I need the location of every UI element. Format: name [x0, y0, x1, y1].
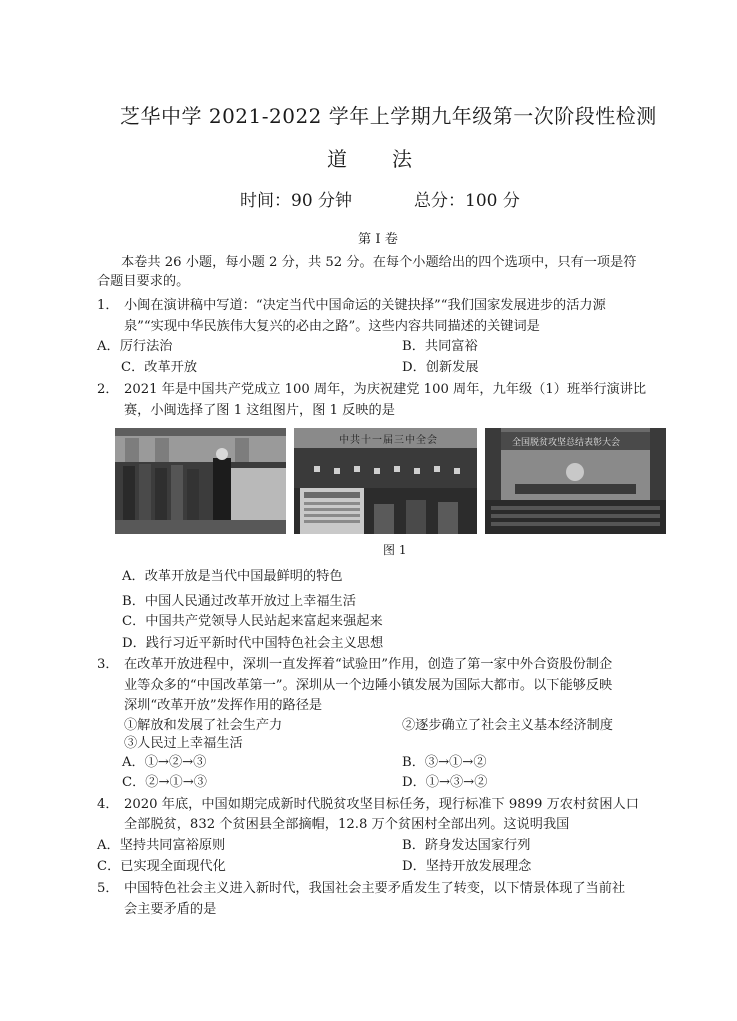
- q3-option-c: C．②→①→③: [122, 775, 207, 790]
- q3-option-d: D．①→③→②: [402, 775, 488, 790]
- figure-photo-third-plenary-session: [294, 428, 477, 534]
- q3-stem-line2: 业等众多的“中国改革第一”。深圳从一个边陲小镇发展为国际大都市。以下能够反映: [124, 678, 613, 693]
- q1-option-b: B．共同富裕: [402, 339, 478, 354]
- section-intro-line2: 合题目要求的。: [97, 274, 190, 289]
- q4-option-b: B．跻身发达国家行列: [402, 838, 531, 853]
- figure-caption: 图 1: [383, 543, 407, 557]
- q1-stem-line1: 小闽在演讲稿中写道：“决定当代中国命运的关键抉择”“我们国家发展进步的活力源: [124, 298, 606, 313]
- figure-photo-founding-ceremony: [115, 428, 286, 534]
- q3-stem-line1: 在改革开放进程中，深圳一直发挥着“试验田”作用，创造了第一家中外合资股份制企: [124, 657, 613, 672]
- q3-item-3: ③人民过上幸福生活: [124, 736, 243, 751]
- q2-option-d: D．践行习近平新时代中国特色社会主义思想: [122, 636, 384, 651]
- q3-option-a: A．①→②→③: [122, 755, 207, 770]
- q4-number: 4．: [97, 797, 119, 812]
- q3-item-2: ②逐步确立了社会主义基本经济制度: [402, 718, 613, 733]
- q4-option-d: D．坚持开放发展理念: [402, 859, 532, 874]
- q2-option-a: A．改革开放是当代中国最鲜明的特色: [122, 569, 343, 584]
- q4-stem-line1: 2020 年底，中国如期完成新时代脱贫攻坚目标任务，现行标准下 9899 万农村贫困人口: [124, 797, 639, 812]
- q2-stem-line2: 赛，小闽选择了图 1 这组图片，图 1 反映的是: [124, 403, 395, 418]
- q4-option-c: C．已实现全面现代化: [97, 859, 226, 874]
- section-title: 第 I 卷: [358, 232, 398, 247]
- q1-stem-line2: 泉”“实现中华民族伟大复兴的必由之路”。这些内容共同描述的关键词是: [124, 319, 540, 334]
- exam-title: 芝华中学 2021-2022 学年上学期九年级第一次阶段性检测: [120, 104, 657, 128]
- q1-option-a: A．厉行法治: [97, 339, 173, 354]
- q3-item-1: ①解放和发展了社会生产力: [124, 718, 283, 733]
- exam-time: 时间：90 分钟: [240, 191, 353, 211]
- q2-option-b: B．中国人民通过改革开放过上幸福生活: [122, 594, 356, 609]
- q1-option-d: D．创新发展: [402, 360, 479, 375]
- q4-option-a: A．坚持共同富裕原则: [97, 838, 226, 853]
- q2-stem-line1: 2021 年是中国共产党成立 100 周年，为庆祝建党 100 周年，九年级（1）班举行演讲比: [124, 382, 647, 397]
- photo-banner-poverty-conference: 全国脱贫攻坚总结表彰大会: [512, 438, 621, 448]
- q5-number: 5．: [97, 881, 119, 896]
- q3-number: 3．: [97, 657, 119, 672]
- q1-option-c: C．改革开放: [121, 360, 198, 375]
- q1-number: 1．: [97, 298, 119, 313]
- section-intro-line1: 本卷共 26 小题，每小题 2 分，共 52 分。在每个小题给出的四个选项中，只有一项是符: [121, 255, 637, 270]
- exam-total-score: 总分：100 分: [414, 191, 520, 211]
- q2-option-c: C．中国共产党领导人民站起来富起来强起来: [122, 614, 383, 629]
- q5-stem-line2: 会主要矛盾的是: [124, 902, 217, 917]
- q4-stem-line2: 全部脱贫，832 个贫困县全部摘帽，12.8 万个贫困村全部出列。这说明我国: [124, 817, 570, 832]
- q3-option-b: B．③→①→②: [402, 755, 487, 770]
- q3-stem-line3: 深圳“改革开放”发挥作用的路径是: [124, 698, 323, 713]
- subject-char-2: 法: [392, 147, 412, 171]
- q5-stem-line1: 中国特色社会主义进入新时代，我国社会主要矛盾发生了转变，以下情景体现了当前社: [124, 881, 626, 896]
- figure-photo-poverty-alleviation-conference: [485, 428, 666, 534]
- subject-char-1: 道: [327, 147, 347, 171]
- q2-number: 2．: [97, 382, 119, 397]
- photo-banner-third-plenary: 中共十一届三中全会: [339, 435, 438, 446]
